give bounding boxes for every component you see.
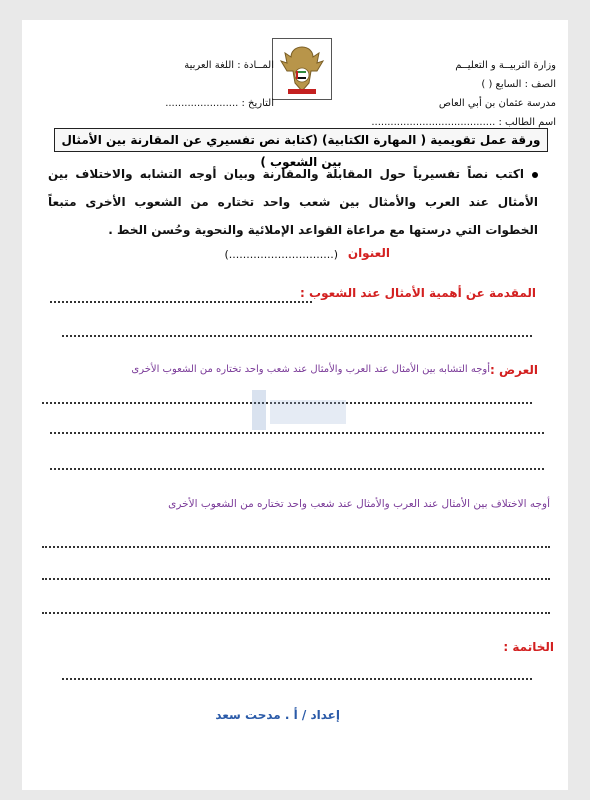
similarities-line-3[interactable] xyxy=(50,468,544,470)
title-blank: (..............................) xyxy=(224,248,338,261)
differences-line-3[interactable] xyxy=(42,612,550,614)
date-field: التاريخ : ....................... xyxy=(165,98,274,109)
worksheet-title: ورقة عمل تقويمية ( المهارة الكتابية) (كتابة نص تفسيري عن المقارنة بين الأمثال بين الشعوب ) xyxy=(54,128,548,152)
ministry-name: وزارة التربيــة و التعليــم xyxy=(455,60,556,71)
introduction-line-1[interactable] xyxy=(50,301,312,303)
header-right xyxy=(356,56,556,132)
introduction-line-2[interactable] xyxy=(62,335,532,337)
introduction-label: المقدمة عن أهمية الأمثال عند الشعوب : xyxy=(300,286,536,300)
instruction-text: اكتب نصاً تفسيرياً حول المقابلة والمقارنة وبيان أوجه التشابه والاختلاف بين الأمثال عند العرب والأمثال بين شعب واحد تختاره من الشعوب الأخرى متبعاً الخطوات التي درستها مع مراعاة القواعد الإملائية والنحوية وحُسن الخط . xyxy=(48,167,538,237)
subject-field: المــادة : اللغة العربية xyxy=(184,60,274,71)
watermark-logo xyxy=(244,380,354,440)
header-left xyxy=(84,56,274,113)
conclusion-line[interactable] xyxy=(62,678,532,680)
similarities-prompt: أوجه التشابه بين الأمثال عند العرب والأمثال عند شعب واحد تختاره من الشعوب الأخرى xyxy=(131,364,490,375)
differences-prompt: أوجه الاختلاف بين الأمثال عند العرب والأمثال عند شعب واحد تختاره من الشعوب الأخرى xyxy=(168,498,550,510)
grade-field: الصف : السابع ( ) xyxy=(481,79,556,90)
worksheet-page xyxy=(22,20,568,790)
uae-emblem-icon xyxy=(272,38,332,100)
title-label: العنوان xyxy=(347,246,390,260)
instruction-paragraph xyxy=(48,160,538,244)
bullet-icon xyxy=(532,172,538,178)
conclusion-label: الخاتمة : xyxy=(503,640,554,654)
school-name: مدرسة عثمان بن أبي العاص xyxy=(438,98,556,109)
student-name-field: اسم الطالب : ....................................... xyxy=(371,117,556,128)
differences-line-2[interactable] xyxy=(42,578,550,580)
prepared-by: إعداد / أ . مدحت سعد xyxy=(215,708,340,722)
body-label: العرض : xyxy=(490,363,538,377)
differences-line-1[interactable] xyxy=(42,546,550,548)
